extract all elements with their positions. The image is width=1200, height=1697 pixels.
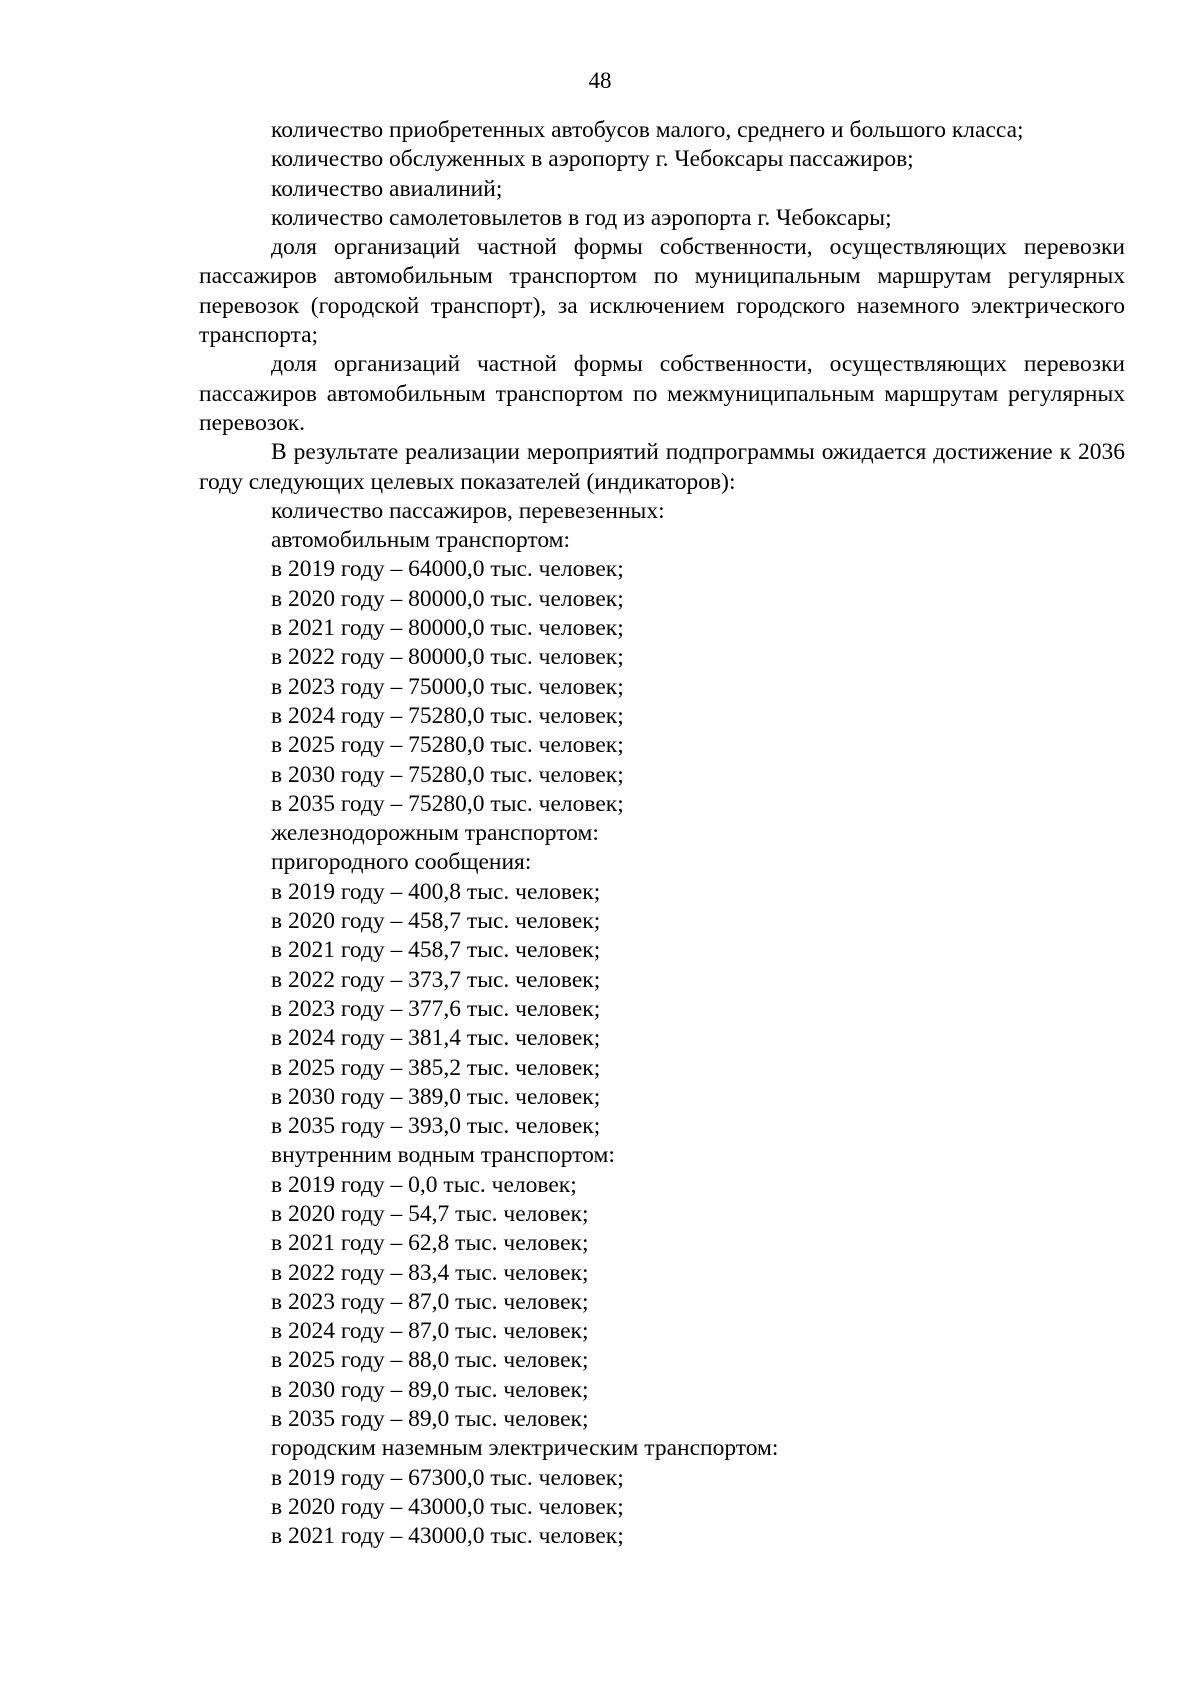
list-item: в 2024 году – 87,0 тыс. человек;	[271, 1318, 589, 1345]
list-item: в 2030 году – 89,0 тыс. человек;	[271, 1376, 589, 1403]
list-item: в 2022 году – 373,7 тыс. человек;	[271, 966, 601, 993]
list-item: в 2025 году – 75280,0 тыс. человек;	[271, 732, 624, 759]
water-section	[199, 1141, 1125, 1434]
list-item: в 2019 году – 0,0 тыс. человек;	[271, 1171, 577, 1198]
list-item: в 2025 году – 385,2 тыс. человек;	[271, 1054, 601, 1081]
auto-section	[199, 526, 1125, 819]
paragraph-private-municipal: доля организаций частной формы собственности, осуществляющих перевозки пассажиров автомобильным транспортом по муниципальным маршрутам регулярных перевозок (городской транспорт), за исключением городского наземного электрического транспорта;	[199, 234, 1125, 349]
list-item: в 2023 году – 87,0 тыс. человек;	[271, 1288, 589, 1315]
auto-heading: автомобильным транспортом:	[271, 527, 571, 554]
paragraph-expected-results: В результате реализации мероприятий подпрограммы ожидается достижение к 2036 году следующих целевых показателей (индикаторов):	[199, 439, 1125, 495]
list-item: в 2020 году – 80000,0 тыс. человек;	[271, 585, 624, 612]
list-item: в 2022 году – 83,4 тыс. человек;	[271, 1259, 589, 1286]
rail-heading: железнодорожным транспортом:	[271, 820, 599, 847]
electric-section	[199, 1434, 1125, 1551]
indicators-intro: количество пассажиров, перевезенных:	[271, 497, 665, 524]
list-item: в 2035 году – 393,0 тыс. человек;	[271, 1113, 601, 1140]
list-item: в 2019 году – 400,8 тыс. человек;	[271, 878, 601, 905]
list-item: в 2019 году – 67300,0 тыс. человек;	[271, 1464, 624, 1491]
page-number: 48	[588, 68, 612, 93]
paragraph-buses: количество приобретенных автобусов малого, среднего и большого класса;	[271, 117, 1024, 143]
list-item: в 2035 году – 75280,0 тыс. человек;	[271, 790, 624, 817]
list-item: в 2023 году – 75000,0 тыс. человек;	[271, 673, 624, 700]
list-item: в 2020 году – 458,7 тыс. человек;	[271, 908, 601, 935]
list-item: в 2019 году – 64000,0 тыс. человек;	[271, 556, 624, 583]
electric-heading: городским наземным электрическим транспортом:	[271, 1435, 779, 1462]
list-item: в 2021 году – 80000,0 тыс. человек;	[271, 615, 624, 642]
list-item: в 2021 году – 458,7 тыс. человек;	[271, 937, 601, 964]
paragraph-airport-passengers: количество обслуженных в аэропорту г. Чебоксары пассажиров;	[271, 146, 914, 173]
rail-section	[199, 819, 1125, 1141]
list-item: в 2025 году – 88,0 тыс. человек;	[271, 1347, 589, 1374]
paragraph-private-intermunicipal: доля организаций частной формы собственности, осуществляющих перевозки пассажиров автомобильным транспортом по межмуниципальным маршрутам регулярных перевозок.	[199, 351, 1125, 436]
paragraph-airlines: количество авиалиний;	[271, 175, 503, 202]
list-item: в 2030 году – 389,0 тыс. человек;	[271, 1083, 601, 1110]
list-item: в 2030 году – 75280,0 тыс. человек;	[271, 761, 624, 788]
list-item: в 2023 году – 377,6 тыс. человек;	[271, 995, 601, 1022]
list-item: в 2021 году – 62,8 тыс. человек;	[271, 1230, 589, 1257]
document-body	[199, 116, 1125, 1552]
list-item: в 2020 году – 43000,0 тыс. человек;	[271, 1493, 624, 1520]
water-heading: внутренним водным транспортом:	[271, 1142, 615, 1169]
list-item: в 2021 году – 43000,0 тыс. человек;	[271, 1523, 624, 1550]
list-item: в 2020 году – 54,7 тыс. человек;	[271, 1200, 589, 1227]
list-item: в 2024 году – 75280,0 тыс. человек;	[271, 702, 624, 729]
list-item: в 2022 году – 80000,0 тыс. человек;	[271, 644, 624, 671]
rail-subheading: пригородного сообщения:	[271, 849, 532, 876]
list-item: в 2035 году – 89,0 тыс. человек;	[271, 1406, 589, 1433]
list-item: в 2024 году – 381,4 тыс. человек;	[271, 1025, 601, 1052]
paragraph-flights: количество самолетовылетов в год из аэропорта г. Чебоксары;	[271, 204, 892, 231]
